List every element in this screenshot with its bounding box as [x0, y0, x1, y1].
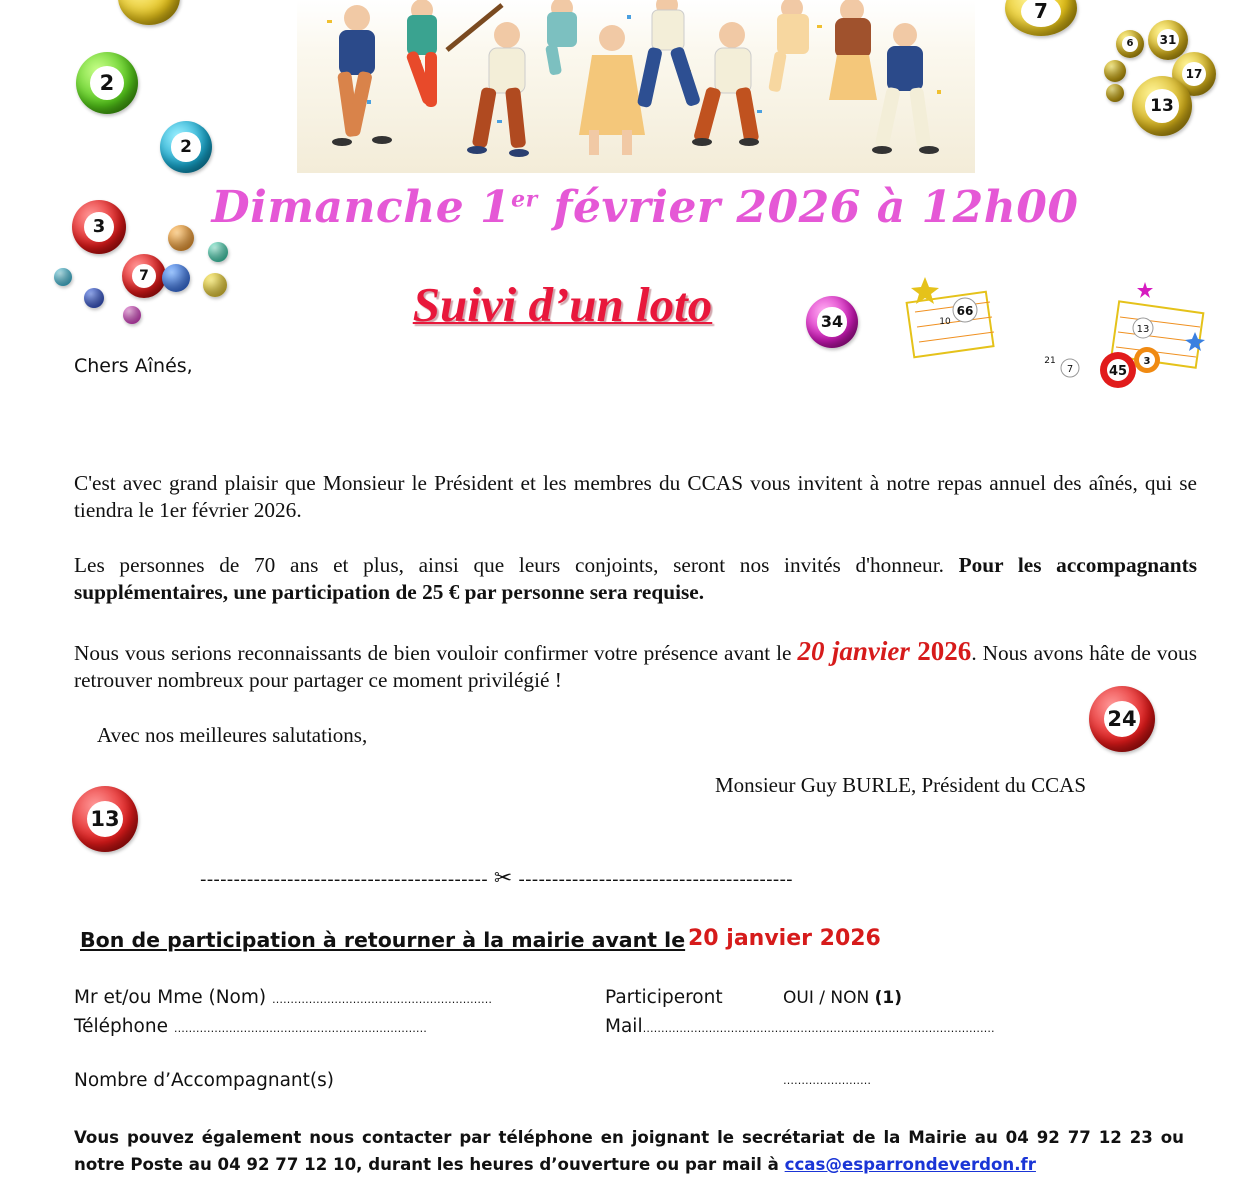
- participate-note: (1): [874, 988, 902, 1008]
- date-title-part1: Dimanche 1: [211, 182, 512, 233]
- paragraph-3: [74, 638, 1197, 694]
- name-dots: ……………………………………………………: [272, 993, 492, 1006]
- deadline-date: 20 janvier: [797, 636, 910, 666]
- bingo-ball-gold-6-icon: [1116, 30, 1144, 58]
- ball-number: 34: [820, 312, 844, 332]
- bingo-ball-yellow-small-icon: [203, 273, 227, 297]
- participate-choice[interactable]: [783, 988, 902, 1008]
- dancers-svg: [297, 0, 975, 173]
- loto-logo-number: 66: [956, 304, 974, 318]
- paragraph-3-text: Nous vous serions reconnaissants de bien vouloir confirmer votre présence avant le: [74, 641, 798, 665]
- name-label: Mr et/ou Mme (Nom): [74, 987, 267, 1008]
- form-title: Bon de participation à retourner à la mairie avant le: [80, 928, 686, 952]
- bingo-ball-top-left-icon: [118, 0, 180, 25]
- contact-text: Vous pouvez également nous contacter par téléphone en joignant le secrétariat de la Mairie au 04 92 77 12 23 ou notre Poste au 04 92 77 12 10, durant les heures d’ouverture ou par mail à: [74, 1128, 1184, 1174]
- bingo-ball-blue-icon: [160, 121, 212, 173]
- participate-value: OUI / NON: [783, 988, 870, 1008]
- form-deadline: 20 janvier 2026: [688, 926, 881, 951]
- ball-number: 7: [1034, 0, 1048, 24]
- event-date-title: [0, 182, 1241, 233]
- bingo-ball-green-icon: [76, 52, 138, 114]
- bingo-ball-blue-small-icon: [162, 264, 190, 292]
- loto-logo-number: 13: [1136, 324, 1150, 335]
- companions-label: Nombre d’Accompagnant(s): [74, 1070, 334, 1091]
- participate-label: Participeront: [605, 987, 723, 1008]
- bingo-ball-magenta-icon: [806, 296, 858, 348]
- deadline-year: 2026: [909, 636, 972, 666]
- bingo-ball-red-13-icon: [72, 786, 138, 852]
- paragraph-2-bold: Pour les accompagnants supplémentaires, une participation de 25 € par personne sera requise.: [74, 553, 1197, 604]
- paragraph-1: C'est avec grand plaisir que Monsieur le Président et les membres du CCAS vous invitent à notre repas annuel des aînés, qui se tiendra le 1er février 2026.: [74, 471, 1197, 522]
- ball-number: 17: [1185, 66, 1203, 81]
- companions-field[interactable]: ……………………: [783, 1074, 871, 1087]
- signature: Monsieur Guy BURLE, Président du CCAS: [715, 773, 1087, 797]
- paragraph-2: [74, 552, 1197, 606]
- mail-dots: ……………………………………………………………………………………: [642, 1022, 995, 1035]
- loto-logo-number: 7: [1066, 364, 1074, 375]
- bingo-ball-pink-icon: [123, 306, 141, 324]
- bingo-ball-gold-13-icon: [1132, 76, 1192, 136]
- loto-logo-svg: [905, 262, 1210, 392]
- loto-logo-number: 10: [939, 317, 951, 327]
- email-link[interactable]: ccas@esparrondeverdon.fr: [784, 1155, 1036, 1174]
- bingo-ball-cyan-icon: [54, 268, 72, 286]
- cut-line: [200, 866, 793, 891]
- ball-number: 31: [1159, 32, 1177, 47]
- loto-logo-number: 3: [1143, 356, 1151, 367]
- contact-footer: [74, 1124, 1184, 1178]
- bingo-ball-gold-tiny-icon: [1106, 84, 1124, 102]
- bingo-ball-red-24-icon: [1089, 686, 1155, 752]
- closing: Avec nos meilleures salutations,: [97, 723, 368, 747]
- dancing-seniors-illustration: [297, 0, 975, 173]
- date-title-part2: février 2026 à 12h00: [537, 182, 1079, 233]
- loto-subtitle: Suivi d’un loto: [412, 277, 713, 332]
- bingo-ball-red-small-icon: [122, 254, 166, 298]
- cut-line-right: -----------------------------------------: [518, 869, 793, 890]
- date-title-sup: er: [511, 186, 538, 213]
- scissors-icon: ✂: [493, 866, 513, 891]
- ball-number: 13: [90, 806, 120, 831]
- greeting: Chers Aînés,: [74, 355, 193, 377]
- phone-dots: ……………………………………………………………: [173, 1022, 427, 1035]
- ball-number: 24: [1107, 706, 1137, 731]
- bingo-ball-gold-small-icon: [1104, 60, 1126, 82]
- name-field[interactable]: [74, 987, 492, 1008]
- bingo-ball-navy-icon: [84, 288, 104, 308]
- loto-logo: [905, 262, 1210, 392]
- ball-number: 2: [180, 136, 192, 157]
- ball-number: 2: [99, 70, 115, 95]
- cut-line-left: -------------------------------------------: [200, 869, 488, 890]
- paragraph-3-end: . Nous avons hâte de vous retrouver nombreux pour partager ce moment privilégié !: [74, 641, 1197, 692]
- mail-field[interactable]: [605, 1016, 995, 1037]
- ball-number: 7: [139, 267, 149, 284]
- bingo-ball-gold-7-icon: [1005, 0, 1077, 36]
- ball-number: 13: [1150, 95, 1174, 116]
- bingo-ball-teal-icon: [208, 242, 228, 262]
- loto-logo-number: 45: [1108, 364, 1128, 379]
- loto-logo-number: 21: [1044, 356, 1056, 366]
- paragraph-2-text: Les personnes de 70 ans et plus, ainsi que leurs conjoints, seront nos invités d'honneur.: [74, 553, 959, 577]
- phone-label: Téléphone: [74, 1016, 168, 1037]
- phone-field[interactable]: [74, 1016, 427, 1037]
- ball-number: 6: [1126, 38, 1134, 50]
- mail-label: Mail: [605, 1016, 643, 1037]
- ball-number: 3: [92, 216, 106, 238]
